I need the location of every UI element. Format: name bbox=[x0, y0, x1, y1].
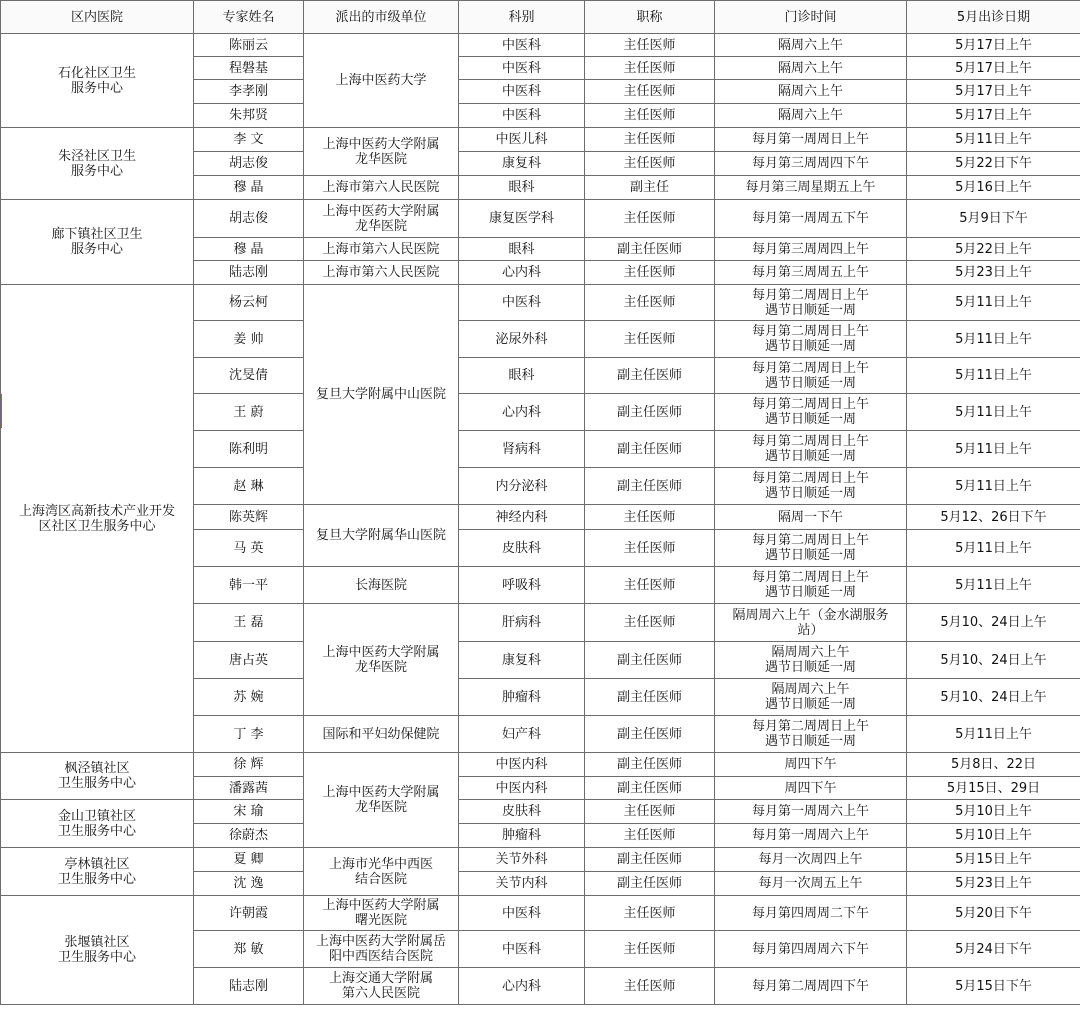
table-body bbox=[1, 34, 1080, 1005]
title-cell: 主任医师 bbox=[585, 505, 715, 530]
table-row bbox=[1, 800, 1080, 824]
title-cell: 主任医师 bbox=[585, 285, 715, 321]
title-cell: 副主任医师 bbox=[585, 753, 715, 777]
department-cell: 康复科 bbox=[459, 642, 585, 679]
department-cell: 皮肤科 bbox=[459, 800, 585, 824]
expert-name-cell: 陈利明 bbox=[194, 431, 304, 468]
date-cell: 5月11日上午 bbox=[907, 431, 1080, 468]
title-cell: 副主任医师 bbox=[585, 394, 715, 431]
expert-name-cell: 徐蔚杰 bbox=[194, 824, 304, 848]
clinic-time-cell: 隔周六上午 bbox=[715, 34, 907, 57]
expert-name-cell: 郑 敏 bbox=[194, 931, 304, 968]
date-cell: 5月15日上午 bbox=[907, 848, 1080, 872]
date-cell: 5月22日下午 bbox=[907, 152, 1080, 176]
title-cell: 主任医师 bbox=[585, 57, 715, 80]
date-cell: 5月20日下午 bbox=[907, 896, 1080, 931]
clinic-time-cell: 每月第二周周日上午 遇节日顺延一周 bbox=[715, 431, 907, 468]
date-cell: 5月11日上午 bbox=[907, 128, 1080, 152]
title-cell: 主任医师 bbox=[585, 824, 715, 848]
department-cell: 呼吸科 bbox=[459, 567, 585, 604]
clinic-time-cell: 每月第二周周日上午 遇节日顺延一周 bbox=[715, 285, 907, 321]
title-cell: 副主任医师 bbox=[585, 848, 715, 872]
expert-name-cell: 沈 逸 bbox=[194, 872, 304, 896]
date-cell: 5月12、26日下午 bbox=[907, 505, 1080, 530]
table-row bbox=[1, 896, 1080, 931]
header-row bbox=[1, 1, 1080, 34]
expert-name-cell: 穆 晶 bbox=[194, 238, 304, 261]
date-cell: 5月11日上午 bbox=[907, 530, 1080, 567]
department-cell: 泌尿外科 bbox=[459, 321, 585, 358]
clinic-time-cell: 每月第一周周六上午 bbox=[715, 824, 907, 848]
unit-cell: 上海市光华中西医 结合医院 bbox=[304, 848, 459, 896]
date-cell: 5月8日、22日 bbox=[907, 753, 1080, 777]
date-cell: 5月10日上午 bbox=[907, 824, 1080, 848]
department-cell: 中医科 bbox=[459, 34, 585, 57]
expert-name-cell: 王 磊 bbox=[194, 604, 304, 642]
clinic-time-cell: 每月第三周周四下午 bbox=[715, 152, 907, 176]
title-cell: 主任医师 bbox=[585, 604, 715, 642]
date-cell: 5月15日、29日 bbox=[907, 777, 1080, 800]
hospital-cell: 朱泾社区卫生 服务中心 bbox=[1, 128, 194, 200]
department-cell: 心内科 bbox=[459, 261, 585, 285]
department-cell: 眼科 bbox=[459, 358, 585, 394]
department-cell: 中医科 bbox=[459, 104, 585, 128]
title-cell: 副主任医师 bbox=[585, 777, 715, 800]
clinic-time-cell: 每月第三周周五上午 bbox=[715, 261, 907, 285]
department-cell: 眼科 bbox=[459, 176, 585, 200]
title-cell: 主任医师 bbox=[585, 800, 715, 824]
hospital-cell: 廊下镇社区卫生 服务中心 bbox=[1, 200, 194, 285]
title-cell: 主任医师 bbox=[585, 128, 715, 152]
department-cell: 肝病科 bbox=[459, 604, 585, 642]
department-cell: 中医内科 bbox=[459, 753, 585, 777]
title-cell: 主任医师 bbox=[585, 200, 715, 238]
expert-name-cell: 徐 辉 bbox=[194, 753, 304, 777]
title-cell: 主任医师 bbox=[585, 321, 715, 358]
hospital-cell: 张堰镇社区 卫生服务中心 bbox=[1, 896, 194, 1005]
department-cell: 肿瘤科 bbox=[459, 824, 585, 848]
expert-name-cell: 程磐基 bbox=[194, 57, 304, 80]
date-cell: 5月11日上午 bbox=[907, 567, 1080, 604]
clinic-time-cell: 隔周周六上午 遇节日顺延一周 bbox=[715, 679, 907, 716]
date-cell: 5月22日上午 bbox=[907, 238, 1080, 261]
title-cell: 副主任 bbox=[585, 176, 715, 200]
unit-cell: 上海中医药大学附属 曙光医院 bbox=[304, 896, 459, 931]
clinic-time-cell: 每月一次周四上午 bbox=[715, 848, 907, 872]
hospital-cell: 上海湾区高新技术产业开发 区社区卫生服务中心 bbox=[1, 285, 194, 753]
department-cell: 心内科 bbox=[459, 968, 585, 1005]
department-cell: 康复医学科 bbox=[459, 200, 585, 238]
department-cell: 中医科 bbox=[459, 285, 585, 321]
clinic-time-cell: 隔周六上午 bbox=[715, 80, 907, 104]
department-cell: 中医内科 bbox=[459, 777, 585, 800]
header-unit: 派出的市级单位 bbox=[304, 1, 459, 34]
date-cell: 5月17日上午 bbox=[907, 104, 1080, 128]
expert-name-cell: 陈丽云 bbox=[194, 34, 304, 57]
title-cell: 主任医师 bbox=[585, 530, 715, 567]
table-row bbox=[1, 848, 1080, 872]
department-cell: 康复科 bbox=[459, 152, 585, 176]
unit-cell: 上海中医药大学附属 龙华医院 bbox=[304, 604, 459, 716]
title-cell: 主任医师 bbox=[585, 968, 715, 1005]
table-row bbox=[1, 200, 1080, 238]
expert-name-cell: 穆 晶 bbox=[194, 176, 304, 200]
expert-name-cell: 朱邦贤 bbox=[194, 104, 304, 128]
clinic-time-cell: 每月第一周周五下午 bbox=[715, 200, 907, 238]
date-cell: 5月17日上午 bbox=[907, 57, 1080, 80]
clinic-time-cell: 隔周六上午 bbox=[715, 104, 907, 128]
unit-cell: 上海中医药大学附属 龙华医院 bbox=[304, 200, 459, 238]
title-cell: 副主任医师 bbox=[585, 679, 715, 716]
department-cell: 妇产科 bbox=[459, 716, 585, 753]
date-cell: 5月16日上午 bbox=[907, 176, 1080, 200]
title-cell: 副主任医师 bbox=[585, 431, 715, 468]
clinic-time-cell: 每月第二周周日上午 遇节日顺延一周 bbox=[715, 394, 907, 431]
clinic-time-cell: 隔周周六上午（金水湖服务 站） bbox=[715, 604, 907, 642]
unit-cell: 上海中医药大学附属 龙华医院 bbox=[304, 753, 459, 848]
expert-name-cell: 杨云柯 bbox=[194, 285, 304, 321]
title-cell: 主任医师 bbox=[585, 567, 715, 604]
expert-name-cell: 马 英 bbox=[194, 530, 304, 567]
title-cell: 主任医师 bbox=[585, 261, 715, 285]
unit-cell: 上海市第六人民医院 bbox=[304, 261, 459, 285]
title-cell: 主任医师 bbox=[585, 931, 715, 968]
header-clinic-time: 门诊时间 bbox=[715, 1, 907, 34]
department-cell: 中医儿科 bbox=[459, 128, 585, 152]
department-cell: 中医科 bbox=[459, 896, 585, 931]
department-cell: 中医科 bbox=[459, 57, 585, 80]
clinic-time-cell: 每月第二周周日上午 遇节日顺延一周 bbox=[715, 468, 907, 505]
department-cell: 关节外科 bbox=[459, 848, 585, 872]
date-cell: 5月11日上午 bbox=[907, 285, 1080, 321]
clinic-time-cell: 每月第二周周四下午 bbox=[715, 968, 907, 1005]
hospital-cell: 石化社区卫生 服务中心 bbox=[1, 34, 194, 128]
title-cell: 主任医师 bbox=[585, 80, 715, 104]
expert-name-cell: 夏 卿 bbox=[194, 848, 304, 872]
date-cell: 5月10、24日上午 bbox=[907, 679, 1080, 716]
title-cell: 主任医师 bbox=[585, 34, 715, 57]
department-cell: 肿瘤科 bbox=[459, 679, 585, 716]
table-row bbox=[1, 34, 1080, 57]
clinic-time-cell: 隔周周六上午 遇节日顺延一周 bbox=[715, 642, 907, 679]
expert-name-cell: 陆志刚 bbox=[194, 261, 304, 285]
unit-cell: 长海医院 bbox=[304, 567, 459, 604]
unit-cell: 国际和平妇幼保健院 bbox=[304, 716, 459, 753]
expert-name-cell: 丁 李 bbox=[194, 716, 304, 753]
clinic-time-cell: 周四下午 bbox=[715, 777, 907, 800]
date-cell: 5月11日上午 bbox=[907, 321, 1080, 358]
department-cell: 内分泌科 bbox=[459, 468, 585, 505]
expert-name-cell: 王 蔚 bbox=[194, 394, 304, 431]
clinic-time-cell: 每月一次周五上午 bbox=[715, 872, 907, 896]
expert-name-cell: 赵 琳 bbox=[194, 468, 304, 505]
clinic-time-cell: 每月第二周周日上午 遇节日顺延一周 bbox=[715, 321, 907, 358]
date-cell: 5月17日上午 bbox=[907, 34, 1080, 57]
expert-name-cell: 李 文 bbox=[194, 128, 304, 152]
hospital-cell: 金山卫镇社区 卫生服务中心 bbox=[1, 800, 194, 848]
expert-name-cell: 胡志俊 bbox=[194, 200, 304, 238]
clinic-time-cell: 每月第三周星期五上午 bbox=[715, 176, 907, 200]
clinic-time-cell: 每月第四周周二下午 bbox=[715, 896, 907, 931]
date-cell: 5月10、24日上午 bbox=[907, 604, 1080, 642]
title-cell: 主任医师 bbox=[585, 896, 715, 931]
unit-cell: 复旦大学附属华山医院 bbox=[304, 505, 459, 567]
date-cell: 5月15日下午 bbox=[907, 968, 1080, 1005]
title-cell: 副主任医师 bbox=[585, 358, 715, 394]
table-row bbox=[1, 285, 1080, 321]
unit-cell: 上海市第六人民医院 bbox=[304, 238, 459, 261]
title-cell: 副主任医师 bbox=[585, 238, 715, 261]
expert-name-cell: 苏 婉 bbox=[194, 679, 304, 716]
date-cell: 5月9日下午 bbox=[907, 200, 1080, 238]
department-cell: 神经内科 bbox=[459, 505, 585, 530]
clinic-time-cell: 每月第三周周四上午 bbox=[715, 238, 907, 261]
clinic-time-cell: 每月第二周周日上午 遇节日顺延一周 bbox=[715, 716, 907, 753]
department-cell: 中医科 bbox=[459, 80, 585, 104]
unit-cell: 上海中医药大学 bbox=[304, 34, 459, 128]
date-cell: 5月10、24日上午 bbox=[907, 642, 1080, 679]
expert-name-cell: 潘露茜 bbox=[194, 777, 304, 800]
expert-name-cell: 唐占英 bbox=[194, 642, 304, 679]
title-cell: 主任医师 bbox=[585, 104, 715, 128]
title-cell: 副主任医师 bbox=[585, 716, 715, 753]
date-cell: 5月24日下午 bbox=[907, 931, 1080, 968]
date-cell: 5月11日上午 bbox=[907, 716, 1080, 753]
header-expert-name: 专家姓名 bbox=[194, 1, 304, 34]
expert-name-cell: 宋 瑜 bbox=[194, 800, 304, 824]
department-cell: 眼科 bbox=[459, 238, 585, 261]
date-cell: 5月11日上午 bbox=[907, 394, 1080, 431]
department-cell: 皮肤科 bbox=[459, 530, 585, 567]
unit-cell: 上海交通大学附属 第六人民医院 bbox=[304, 968, 459, 1005]
clinic-time-cell: 隔周六上午 bbox=[715, 57, 907, 80]
title-cell: 主任医师 bbox=[585, 152, 715, 176]
clinic-time-cell: 每月第四周周六下午 bbox=[715, 931, 907, 968]
expert-name-cell: 韩一平 bbox=[194, 567, 304, 604]
hospital-cell: 枫泾镇社区 卫生服务中心 bbox=[1, 753, 194, 800]
unit-cell: 上海中医药大学附属 龙华医院 bbox=[304, 128, 459, 176]
clinic-time-cell: 周四下午 bbox=[715, 753, 907, 777]
expert-name-cell: 陆志刚 bbox=[194, 968, 304, 1005]
clinic-time-cell: 每月第二周周日上午 遇节日顺延一周 bbox=[715, 567, 907, 604]
clinic-time-cell: 每月第二周周日上午 遇节日顺延一周 bbox=[715, 530, 907, 567]
expert-name-cell: 姜 帅 bbox=[194, 321, 304, 358]
date-cell: 5月11日上午 bbox=[907, 468, 1080, 505]
date-cell: 5月23日上午 bbox=[907, 872, 1080, 896]
clinic-time-cell: 隔周一下午 bbox=[715, 505, 907, 530]
expert-name-cell: 胡志俊 bbox=[194, 152, 304, 176]
unit-cell: 上海市第六人民医院 bbox=[304, 176, 459, 200]
unit-cell: 上海中医药大学附属岳 阳中西医结合医院 bbox=[304, 931, 459, 968]
title-cell: 副主任医师 bbox=[585, 468, 715, 505]
date-cell: 5月17日上午 bbox=[907, 80, 1080, 104]
date-cell: 5月10日上午 bbox=[907, 800, 1080, 824]
expert-name-cell: 陈英辉 bbox=[194, 505, 304, 530]
header-title: 职称 bbox=[585, 1, 715, 34]
clinic-time-cell: 每月第一周周六上午 bbox=[715, 800, 907, 824]
department-cell: 中医科 bbox=[459, 931, 585, 968]
table-row bbox=[1, 753, 1080, 777]
expert-name-cell: 沈旻倩 bbox=[194, 358, 304, 394]
header-may-date: 5月出诊日期 bbox=[907, 1, 1080, 34]
department-cell: 心内科 bbox=[459, 394, 585, 431]
header-hospital: 区内医院 bbox=[1, 1, 194, 34]
date-cell: 5月11日上午 bbox=[907, 358, 1080, 394]
expert-name-cell: 李孝刚 bbox=[194, 80, 304, 104]
title-cell: 副主任医师 bbox=[585, 642, 715, 679]
unit-cell: 复旦大学附属中山医院 bbox=[304, 285, 459, 505]
clinic-time-cell: 每月第一周周日上午 bbox=[715, 128, 907, 152]
title-cell: 副主任医师 bbox=[585, 872, 715, 896]
clinic-time-cell: 每月第二周周日上午 遇节日顺延一周 bbox=[715, 358, 907, 394]
header-department: 科别 bbox=[459, 1, 585, 34]
department-cell: 肾病科 bbox=[459, 431, 585, 468]
date-cell: 5月23日上午 bbox=[907, 261, 1080, 285]
hospital-cell: 亭林镇社区 卫生服务中心 bbox=[1, 848, 194, 896]
table-row bbox=[1, 128, 1080, 152]
expert-name-cell: 许朝霞 bbox=[194, 896, 304, 931]
department-cell: 关节内科 bbox=[459, 872, 585, 896]
